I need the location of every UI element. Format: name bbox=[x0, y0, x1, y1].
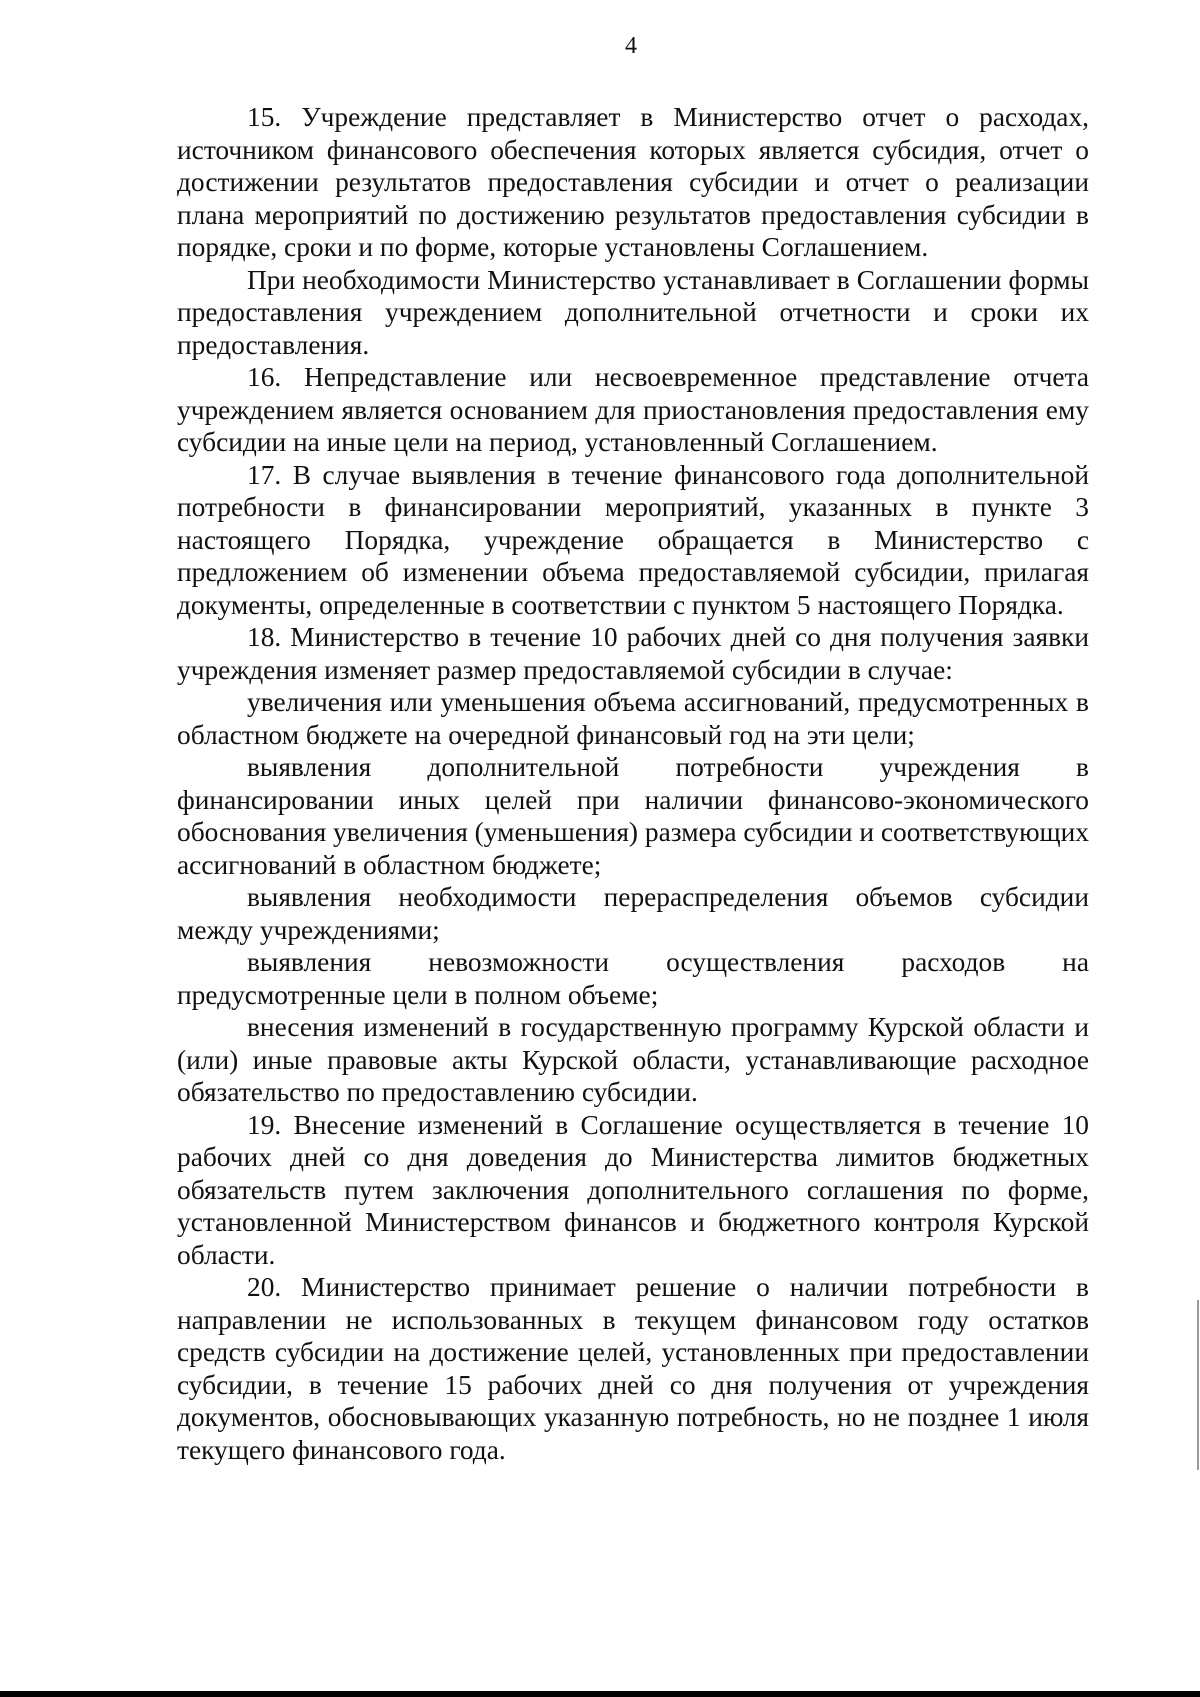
paragraph-18-case-4: выявления невозможности осуществления расходов на предусмотренные цели в полном объеме; bbox=[177, 947, 1089, 1010]
paragraph-18-case-2: выявления дополнительной потребности учреждения в финансировании иных целей при наличии финансово-экономического обоснования увеличения (уменьшения) размера субсидии и соответствующих ассигнований в областном бюджете; bbox=[177, 752, 1089, 880]
scan-edge-right bbox=[1197, 1300, 1199, 1470]
paragraph-18-case-5: внесения изменений в государственную программу Курской области и (или) иные правовые акты Курской области, устанавливающие расходное обязательство по предоставлению субсидии. bbox=[177, 1012, 1089, 1107]
paragraph-18-case-1: увеличения или уменьшения объема ассигнований, предусмотренных в областном бюджете на очередной финансовый год на эти цели; bbox=[177, 687, 1089, 750]
paragraph-19: 19. Внесение изменений в Соглашение осуществляется в течение 10 рабочих дней со дня доведения до Министерства лимитов бюджетных обязательств путем заключения дополнительного соглашения по форме, установленной Министерством финансов и бюджетного контроля Курской области. bbox=[177, 1109, 1089, 1270]
document-body bbox=[177, 101, 1089, 1466]
paragraph-18-case-3: выявления необходимости перераспределения объемов субсидии между учреждениями; bbox=[177, 882, 1089, 945]
page-number: 4 bbox=[625, 33, 637, 59]
paragraph-15-additional-reporting: При необходимости Министерство устанавливает в Соглашении формы предоставления учреждением дополнительной отчетности и сроки их предоставления. bbox=[177, 264, 1089, 360]
paragraph-15: 15. Учреждение представляет в Министерство отчет о расходах, источником финансового обеспечения которых является субсидия, отчет о достижении результатов предоставления субсидии и отчет о реализации плана мероприятий по достижению результатов предоставления субсидии в порядке, сроки и по форме, которые установлены Соглашением. bbox=[177, 102, 1089, 262]
paragraph-16: 16. Непредставление или несвоевременное представление отчета учреждением является основанием для приостановления предоставления ему субсидии на иные цели на период, установленный Соглашением. bbox=[177, 362, 1089, 457]
paragraph-17: 17. В случае выявления в течение финансового года дополнительной потребности в финансировании мероприятий, указанных в пункте 3 настоящего Порядка, учреждение обращается в Министерство с предложением об изменении объема предоставляемой субсидии, прилагая документы, определенные в соответствии с пунктом 5 настоящего Порядка. bbox=[177, 459, 1089, 620]
paragraph-18: 18. Министерство в течение 10 рабочих дней со дня получения заявки учреждения изменяет размер предоставляемой субсидии в случае: bbox=[177, 622, 1089, 685]
paragraph-20: 20. Министерство принимает решение о наличии потребности в направлении не использованных в текущем финансовом году остатков средств субсидии на достижение целей, установленных при предоставлении субсидии, в течение 15 рабочих дней со дня получения от учреждения документов, обосновывающих указанную потребность, но не позднее 1 июля текущего финансового года. bbox=[177, 1272, 1089, 1465]
scan-edge-bottom bbox=[0, 1691, 1200, 1697]
